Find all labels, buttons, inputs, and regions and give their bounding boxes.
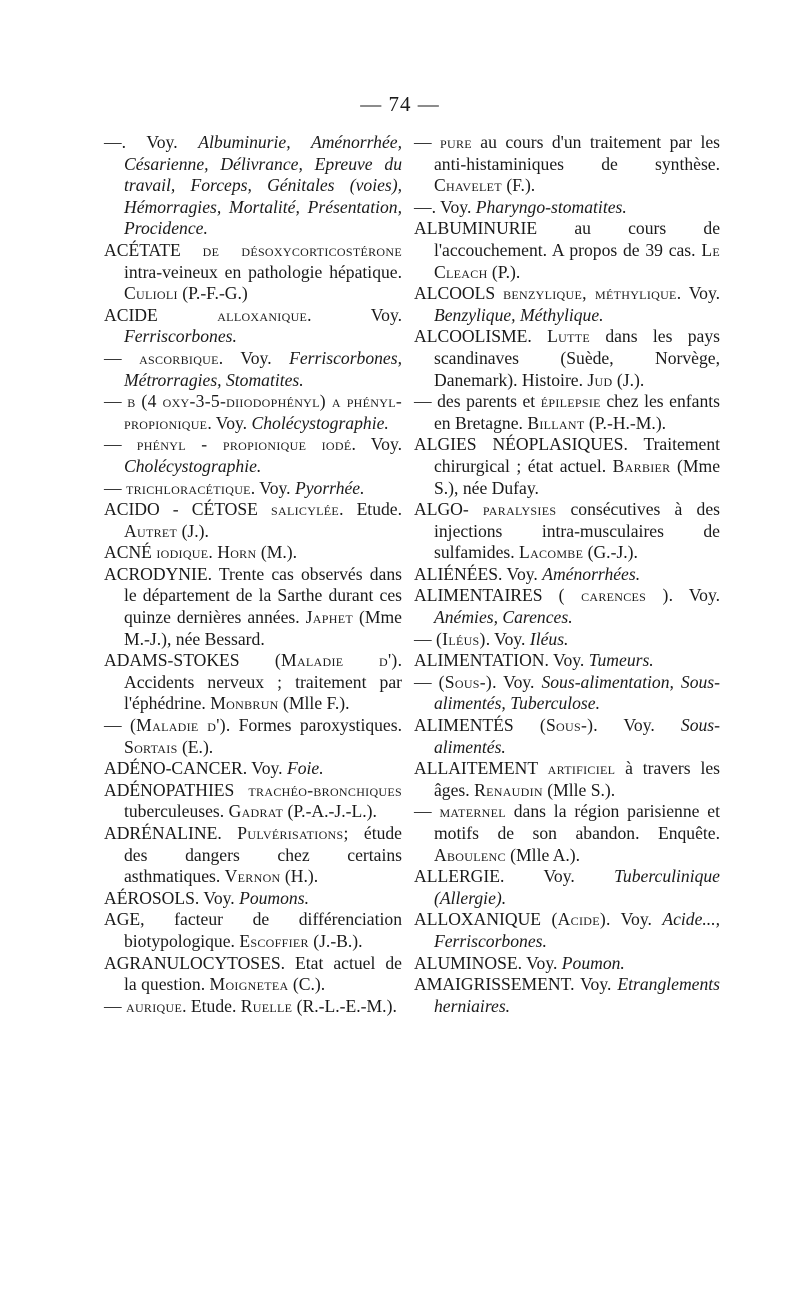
index-entry: [414, 585, 720, 628]
entry-heading: —: [104, 391, 122, 412]
cross-reference: Sous-alimentation, Sous-alimentés, Tuberculose.: [434, 671, 720, 714]
entry-heading: —: [104, 715, 122, 736]
cross-reference: Poumons.: [239, 887, 309, 908]
entry-subheading: phényl - propionique iodé: [136, 434, 352, 455]
cross-reference: Ferriscorbones, Métrorragies, Stomatites.: [124, 347, 402, 390]
entry-text: dans la région parisienne et motifs de son abandon. Enquête.: [434, 801, 720, 843]
entry-subheading: paralysies: [482, 499, 557, 520]
author-initials: (F.).: [501, 175, 536, 196]
entry-text: . Voy.: [492, 671, 542, 692]
index-entry: [104, 888, 402, 910]
cross-reference: Ferriscorbones.: [124, 326, 237, 347]
entry-subheading: pure: [440, 132, 472, 152]
entry-subheading: alloxanique: [217, 304, 308, 325]
entry-text: consécutives à des injections intra-musculaires de sulfamides.: [434, 499, 720, 563]
author-initials: (Mlle S.).: [542, 779, 616, 800]
index-entry: [414, 866, 720, 909]
entry-text: Voy.: [504, 866, 615, 887]
page-number: — 74 —: [360, 92, 440, 116]
entry-text: ; étude des dangers chez certains asthmatiques.: [124, 823, 402, 887]
author-initials: (G.-J.).: [583, 542, 638, 563]
entry-subheading: Lutte: [547, 326, 590, 347]
entry-text: . Voy.: [351, 434, 402, 455]
entry-text: . Etude.: [182, 995, 241, 1016]
author-name: Japhet: [305, 607, 353, 628]
entry-text: au cours d'un traitement par les anti-histaminiques de synthèse.: [434, 132, 720, 174]
entry-text: . Voy.: [218, 347, 290, 368]
index-entry: [414, 672, 720, 715]
entry-text: Traitement chirurgical ; état actuel.: [434, 434, 720, 476]
author-name: Le Cleach: [434, 239, 720, 282]
entry-heading: AGE,: [104, 909, 145, 930]
entry-subheading: trichloracétique: [126, 477, 251, 498]
entry-heading: ADAMS-STOKES: [104, 650, 240, 671]
entry-text: . Voy.: [606, 909, 663, 930]
index-entry: [414, 564, 720, 586]
author-name: Autret: [124, 520, 178, 541]
index-entry: [104, 348, 402, 391]
entry-heading: ALLERGIE.: [414, 866, 505, 887]
entry-subheading: ascorbique: [139, 347, 219, 368]
cross-reference: Foie.: [286, 758, 324, 779]
entry-heading: ADRÉNALINE.: [104, 823, 222, 843]
cross-reference: Pyorrhée.: [294, 477, 365, 498]
author-name: Escoffier: [239, 930, 309, 951]
entry-heading: ACÉTATE: [104, 239, 181, 260]
author-name: Horn: [217, 542, 257, 563]
index-entry: [104, 240, 402, 305]
entry-subheading: iodique: [156, 542, 209, 563]
author-initials: (R.-L.-E.-M.).: [292, 995, 397, 1016]
author-initials: (Mlle F.).: [278, 693, 350, 714]
author-name: Aboulenc: [434, 844, 506, 865]
author-name: Vernon: [224, 866, 281, 887]
author-name: Ruelle: [240, 995, 293, 1016]
entry-heading: —: [414, 628, 432, 649]
author-name: Renaudin: [474, 779, 543, 800]
entry-heading: ALGIES NÉOPLASIQUES.: [414, 434, 628, 455]
author-name: Jud: [587, 369, 613, 390]
entry-text: à travers les âges.: [434, 758, 720, 800]
index-entry: [414, 974, 720, 1017]
cross-reference: Pharyngo-stomatites.: [475, 196, 627, 217]
entry-text: chez les enfants en Bretagne.: [434, 391, 720, 433]
author-initials: (P.-F.-G.): [177, 283, 248, 304]
entry-heading: ALIÉNÉES.: [414, 563, 503, 584]
entry-subheading: salicylée: [271, 499, 340, 520]
cross-reference: Poumon.: [561, 952, 625, 973]
index-entry: [104, 780, 402, 823]
entry-subheading: (Iléus): [436, 628, 486, 649]
author-initials: (J.-B.).: [308, 930, 363, 951]
index-entry: [414, 326, 720, 391]
author-initials: (Mme M.-J.), née Bessard.: [124, 607, 402, 649]
index-entry: [104, 996, 402, 1018]
entry-subheading: épilepsie: [540, 391, 601, 412]
index-entry: [104, 823, 402, 888]
index-entry: [104, 909, 402, 952]
entry-text: tuberculeuses.: [124, 801, 229, 822]
cross-reference: Iléus.: [529, 628, 569, 649]
entry-subheading: (Sous-): [438, 671, 493, 692]
entry-heading: AÉROSOLS.: [104, 887, 200, 908]
entry-heading: ADÉNO-CANCER.: [104, 758, 248, 779]
author-name: Gadrat: [228, 801, 284, 822]
index-entry: [414, 283, 720, 326]
entry-text: des parents et: [431, 391, 541, 412]
entry-text: Voy.: [199, 887, 240, 908]
entry-text: . Formes paroxystiques.: [225, 715, 402, 736]
right-column: [414, 132, 720, 1017]
cross-reference: Sous-alimentés.: [434, 715, 720, 757]
index-entry: [414, 909, 720, 952]
entry-text: Voy.: [548, 650, 589, 671]
entry-heading: —: [104, 434, 122, 455]
entry-heading: ALIMENTÉS: [414, 715, 514, 736]
author-initials: (C.).: [288, 974, 326, 995]
entry-text: au cours de l'accouchement. A propos de 39 cas.: [434, 218, 720, 260]
entry-text: Voy.: [522, 952, 562, 973]
author-initials: (Mlle A.).: [505, 844, 581, 865]
entry-heading: ALUMINOSE.: [414, 952, 523, 973]
author-name: Culioli: [124, 283, 178, 304]
entry-heading: ALBUMINURIE: [414, 218, 538, 239]
entry-text: .: [208, 542, 218, 563]
entry-text: . Voy.: [250, 477, 295, 498]
entry-heading: ACNÉ: [104, 542, 152, 563]
entry-heading: ACIDO - CÉTOSE: [104, 499, 258, 520]
entry-text: Etat actuel de la question.: [124, 952, 402, 995]
index-entry: [104, 132, 402, 240]
index-entry: [104, 305, 402, 348]
cross-reference: Etranglements herniaires.: [434, 974, 720, 1016]
cross-reference: Aménorrhées.: [542, 563, 641, 584]
entry-text: . Voy.: [207, 412, 252, 433]
cross-reference: Tumeurs.: [588, 650, 654, 671]
entry-heading: —: [414, 132, 432, 152]
entry-heading: ALCOOLS: [414, 283, 496, 304]
entry-subheading: de désoxycorticostérone: [202, 239, 402, 260]
entry-heading: ALIMENTAIRES: [414, 585, 543, 606]
author-name: Monbrun: [210, 693, 279, 714]
entry-text: . Voy.: [307, 304, 402, 325]
cross-reference: Cholécystographie.: [124, 455, 262, 476]
author-initials: (P.).: [487, 261, 521, 282]
entry-heading: —. Voy.: [414, 196, 472, 217]
entry-subheading: (Maladie d'): [274, 650, 398, 671]
author-name: Lacombe: [519, 542, 584, 563]
index-entry: [104, 564, 402, 650]
entry-heading: ALLOXANIQUE: [414, 909, 542, 930]
entry-heading: AGRANULOCYTOSES.: [104, 952, 286, 973]
entry-heading: ALIMENTATION.: [414, 650, 549, 671]
author-name: Chavelet: [434, 175, 502, 196]
entry-heading: —: [104, 995, 122, 1016]
entry-heading: ALCOOLISME.: [414, 326, 532, 347]
author-initials: (H.).: [280, 866, 319, 887]
entry-subheading: aurique: [126, 995, 183, 1016]
entry-heading: —: [414, 671, 432, 692]
entry-text: Voy.: [247, 758, 287, 779]
cross-reference: Albuminurie, Aménorrhée, Césarienne, Délivrance, Epreuve du travail, Forceps, Génitales (voies), Hémorragies, Mortalité, Présentation, Procidence.: [124, 132, 402, 239]
index-entry: [414, 758, 720, 801]
cross-reference: Acide..., Ferriscorbones.: [434, 909, 720, 951]
entry-heading: ADÉNOPATHIES: [104, 779, 235, 800]
index-entry: [414, 629, 720, 651]
entry-heading: ACRODYNIE.: [104, 563, 213, 584]
index-entry: [414, 953, 720, 975]
index-entry: [414, 499, 720, 564]
entry-heading: AMAIGRISSEMENT.: [414, 974, 575, 995]
index-entry: [414, 650, 720, 672]
author-name: Barbier: [612, 455, 671, 476]
cross-reference: Cholécystographie.: [251, 412, 389, 433]
entry-subheading: maternel: [439, 801, 506, 822]
entry-heading: ALLAITEMENT: [414, 758, 538, 779]
entry-subheading: (Maladie d'): [130, 715, 226, 736]
entry-text: . Etude.: [339, 499, 402, 520]
entry-subheading: ( carences ): [558, 585, 669, 606]
index-entry: [104, 478, 402, 500]
index-entry: [104, 953, 402, 996]
author-initials: (P.-H.-M.).: [584, 412, 667, 433]
author-name: Billant: [527, 412, 585, 433]
index-entry: [104, 499, 402, 542]
cross-reference: Tuberculinique (Allergie).: [434, 866, 720, 908]
cross-reference: Benzylique, Méthylique.: [434, 304, 604, 325]
entry-heading: ACIDE: [104, 304, 158, 325]
entry-text: Voy.: [574, 974, 618, 995]
entry-text: Trente cas observés dans le département de la Sarthe durant ces quinze dernières années.: [124, 563, 402, 628]
index-entry: [104, 434, 402, 477]
cross-reference: Anémies, Carences.: [434, 607, 573, 628]
author-initials: (J.).: [177, 520, 209, 541]
entry-text: dans les pays scandinaves (Suède, Norvège, Danemark). Histoire.: [434, 326, 720, 390]
index-entry: [104, 542, 402, 564]
entry-subheading: (Acide): [551, 909, 607, 930]
index-entry: [414, 801, 720, 866]
entry-heading: —. Voy.: [104, 132, 178, 152]
entry-text: . Accidents nerveux ; traitement par l'éphédrine.: [124, 650, 402, 714]
entry-subheading: benzylique, méthylique: [503, 283, 677, 304]
index-entry: [414, 391, 720, 434]
entry-subheading: β (4 oxy-3-5-diiodophényl) α phényl-propionique: [124, 391, 402, 433]
index-entry: [414, 132, 720, 197]
entry-text: intra-veineux en pathologie hépatique.: [124, 261, 402, 282]
index-entry: [104, 758, 402, 780]
author-initials: (P.-A.-J.-L.).: [283, 801, 377, 822]
index-entry: [414, 715, 720, 758]
entry-text: facteur de différenciation biotypologique.: [124, 909, 402, 951]
author-initials: (M.).: [256, 542, 298, 563]
author-name: Moignetea: [209, 974, 289, 995]
index-entry: [104, 391, 402, 434]
entry-text: . Voy.: [593, 715, 681, 736]
index-entry: [104, 650, 402, 715]
entry-subheading: trachéo-bronchiques: [248, 779, 402, 800]
index-entry: [414, 197, 720, 219]
author-name: Sortais: [124, 736, 178, 757]
entry-text: Voy.: [502, 563, 543, 584]
index-entry: [414, 434, 720, 499]
author-initials: (E.).: [177, 736, 214, 757]
entry-subheading: (Sous-): [539, 715, 594, 736]
entry-text: . Voy.: [676, 283, 720, 304]
left-column: [104, 132, 402, 1017]
author-initials: (Mme S.), née Dufay.: [434, 455, 720, 498]
entry-heading: ALGO-: [414, 499, 469, 520]
index-entry: [104, 715, 402, 758]
entry-heading: —: [104, 347, 122, 368]
entry-subheading: Pulvérisations: [237, 823, 344, 843]
entry-heading: —: [414, 801, 432, 822]
author-initials: (J.).: [612, 369, 645, 390]
index-entry: [414, 218, 720, 283]
entry-heading: —: [104, 477, 122, 498]
entry-text: . Voy.: [668, 585, 721, 606]
entry-subheading: artificiel: [547, 758, 616, 779]
entry-heading: —: [414, 391, 432, 412]
entry-text: . Voy.: [485, 628, 530, 649]
